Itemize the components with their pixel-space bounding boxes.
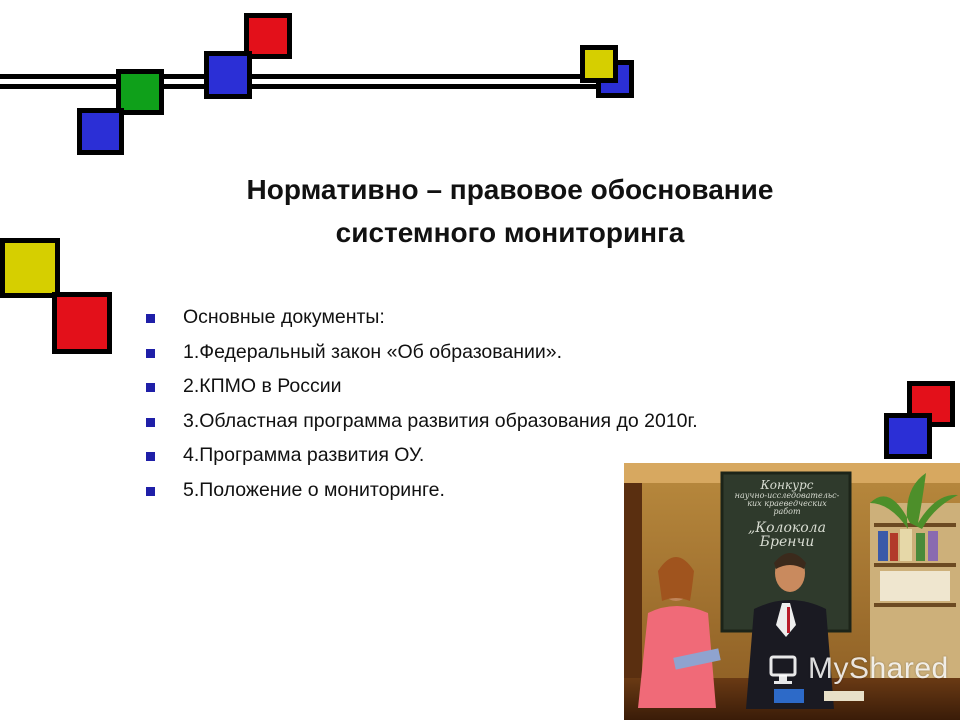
bullet-square-icon [146, 452, 155, 461]
chalkboard-text: Конкурс научно-исследовательс- ких краеведческих работ „Колокола Бренчи [734, 478, 840, 551]
bullet-square-icon [146, 314, 155, 323]
title-line-1: Нормативно – правовое обоснование [246, 174, 774, 205]
document-list [146, 300, 698, 507]
list-item: 2.КПМО в России [146, 369, 698, 404]
decor-square-red [52, 292, 112, 354]
decor-square-blue [77, 108, 124, 155]
bullet-square-icon [146, 418, 155, 427]
slide-title [150, 168, 870, 254]
decor-square-blue [204, 51, 252, 99]
bullet-square-icon [146, 349, 155, 358]
list-item: 1.Федеральный закон «Об образовании». [146, 335, 698, 370]
bullet-square-icon [146, 383, 155, 392]
title-line-2: системного мониторинга [335, 217, 685, 248]
bullet-square-icon [146, 487, 155, 496]
decor-square-yellow [0, 238, 60, 298]
decor-line-top-2 [0, 84, 620, 89]
list-item: 4.Программа развития ОУ. [146, 438, 698, 473]
decor-square-yellow [580, 45, 618, 83]
list-item: 5.Положение о мониторинге. [146, 473, 698, 508]
list-item: Основные документы: [146, 300, 698, 335]
watermark-text: MyShared [808, 652, 949, 685]
decor-line-top [0, 74, 620, 79]
decor-square-blue [884, 413, 932, 459]
monitor-logo-icon [768, 654, 804, 690]
list-item: 3.Областная программа развития образования до 2010г. [146, 404, 698, 439]
